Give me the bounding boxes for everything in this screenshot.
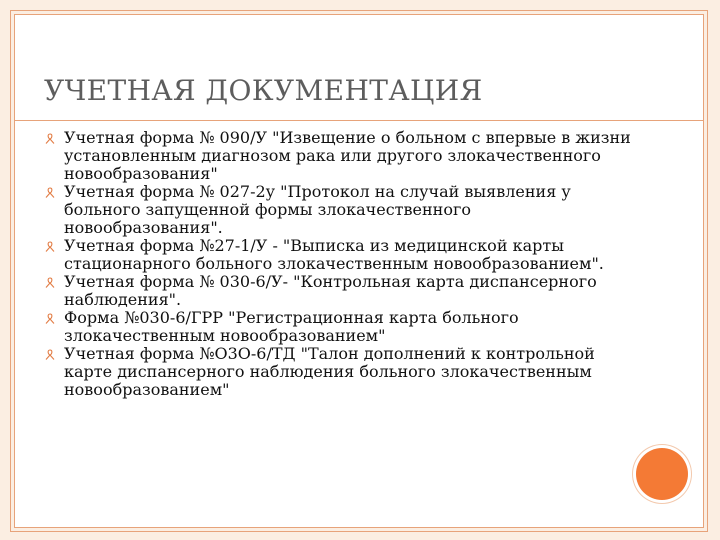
cancer-ribbon-icon (44, 313, 56, 324)
document-list (44, 129, 634, 399)
cancer-ribbon-icon (44, 187, 56, 198)
list-item-text: Учетная форма №О3О-6/ТД "Талон дополнений к контрольной карте диспансерного наблюдения больного злокачественным новообразованием" (64, 344, 595, 399)
list-item-text: Учетная форма № 090/У "Извещение о больном с впервые в жизни установленным диагнозом рака или другого злокачественного новообразования" (64, 128, 631, 183)
list-item (44, 237, 634, 273)
list-item (44, 309, 634, 345)
slide-title: УЧЕТНАЯ ДОКУМЕНТАЦИЯ (44, 74, 483, 107)
cancer-ribbon-icon (44, 133, 56, 144)
cancer-ribbon-icon (44, 241, 56, 252)
list-item (44, 129, 634, 183)
decorative-circle (636, 448, 688, 500)
list-item-text: Учетная форма №27-1/У - "Выписка из медицинской карты стационарного больного злокачественным новообразованием". (64, 236, 604, 273)
list-item-text: Учетная форма № 027-2у "Протокол на случай выявления у больного запущенной формы злокачественного новообразования". (64, 182, 571, 237)
list-item-text: Форма №030-6/ГРР "Регистрационная карта больного злокачественным новообразованием" (64, 308, 519, 345)
list-item-text: Учетная форма № 030-6/У- "Контрольная карта диспансерного наблюдения". (64, 272, 597, 309)
cancer-ribbon-icon (44, 277, 56, 288)
title-divider (15, 120, 704, 121)
cancer-ribbon-icon (44, 349, 56, 360)
list-item (44, 183, 634, 237)
list-item (44, 273, 634, 309)
list-item (44, 345, 634, 399)
